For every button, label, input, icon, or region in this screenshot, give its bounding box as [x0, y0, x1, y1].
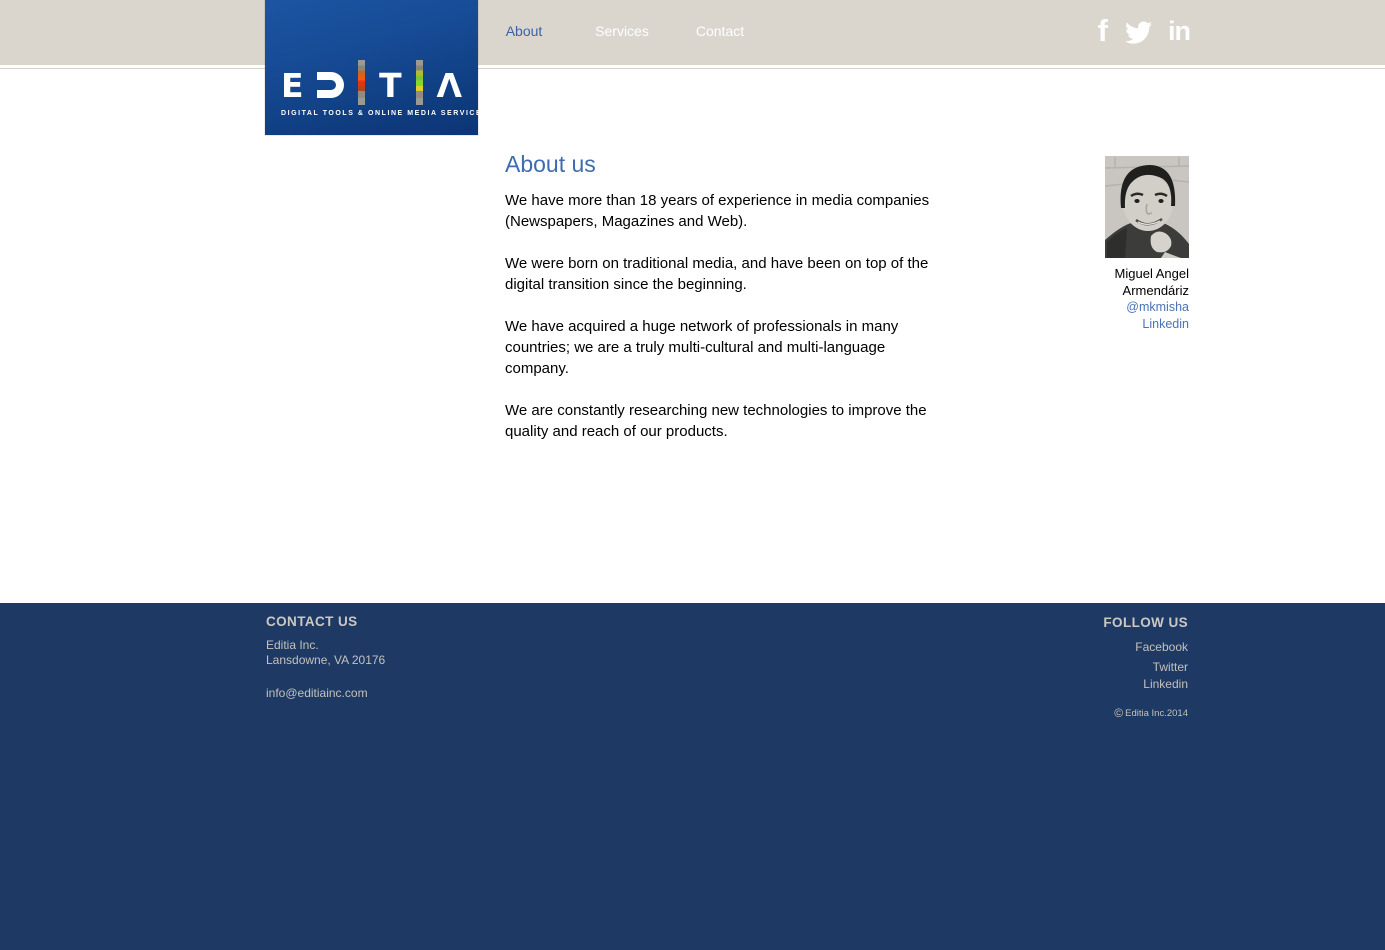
logo-colorbar-green [416, 60, 423, 105]
profile-name-line1: Miguel Angel [1114, 266, 1189, 281]
footer-address: Lansdowne, VA 20176 [266, 652, 386, 667]
footer-twitter-link[interactable]: Twitter [1152, 660, 1188, 674]
footer-linkedin-link[interactable]: Linkedin [1143, 677, 1188, 691]
profile-name-line2: Armendáriz [1122, 283, 1189, 298]
footer-email-link[interactable]: info@editiainc.com [266, 686, 368, 700]
contact-us-heading: CONTACT US [266, 614, 358, 629]
about-paragraph: We have more than 18 years of experience in media companies (Newspapers, Magazines and Web). [505, 192, 930, 230]
profile-twitter-link[interactable]: @mkmisha [1126, 300, 1189, 314]
editia-logo[interactable] [265, 0, 489, 135]
footer-facebook-link[interactable]: Facebook [1135, 640, 1188, 654]
header-social-icons [1098, 14, 1190, 48]
copyright-icon: © [1114, 706, 1124, 720]
nav-item-contact[interactable]: Contact [695, 23, 745, 39]
copyright-text: Editia Inc.2014 [1125, 708, 1188, 719]
footer-follow-block [1103, 615, 1188, 720]
facebook-icon[interactable]: f [1097, 13, 1108, 48]
logo-letter-d-shape [317, 72, 344, 98]
profile-meta [969, 265, 1189, 332]
footer [0, 603, 1385, 950]
header-divider [0, 68, 1385, 69]
page-title: About us [505, 151, 596, 177]
main-nav [475, 0, 769, 65]
copyright-notice [1103, 706, 1188, 720]
about-paragraph: We were born on traditional media, and have been on top of the digital transition since the beginning. [505, 255, 929, 293]
linkedin-icon[interactable]: in [1168, 16, 1190, 46]
footer-company: Editia Inc. [266, 638, 319, 652]
nav-item-services[interactable]: Services [595, 23, 649, 39]
logo-letter-e: E [281, 65, 304, 105]
logo-letter-t: T [379, 65, 402, 105]
logo-tagline: DIGITAL TOOLS & ONLINE MEDIA SERVICES [281, 110, 489, 117]
nav-item-about[interactable]: About [505, 23, 543, 39]
twitter-icon[interactable] [1123, 18, 1153, 48]
logo-colorbar-red [358, 60, 365, 105]
about-text [505, 190, 939, 463]
follow-us-heading: FOLLOW US [1103, 615, 1188, 630]
logo-letter-a: Λ [436, 65, 462, 105]
profile-linkedin-link[interactable]: Linkedin [1142, 316, 1189, 331]
about-paragraph: We have acquired a huge network of professionals in many countries; we are a truly multi-cultural and multi-language company. [505, 318, 899, 377]
about-paragraph: We are constantly researching new technologies to improve the quality and reach of our products. [505, 402, 927, 440]
logo-letters [281, 65, 462, 105]
profile-photo [1105, 156, 1189, 258]
footer-contact-block [266, 614, 385, 701]
